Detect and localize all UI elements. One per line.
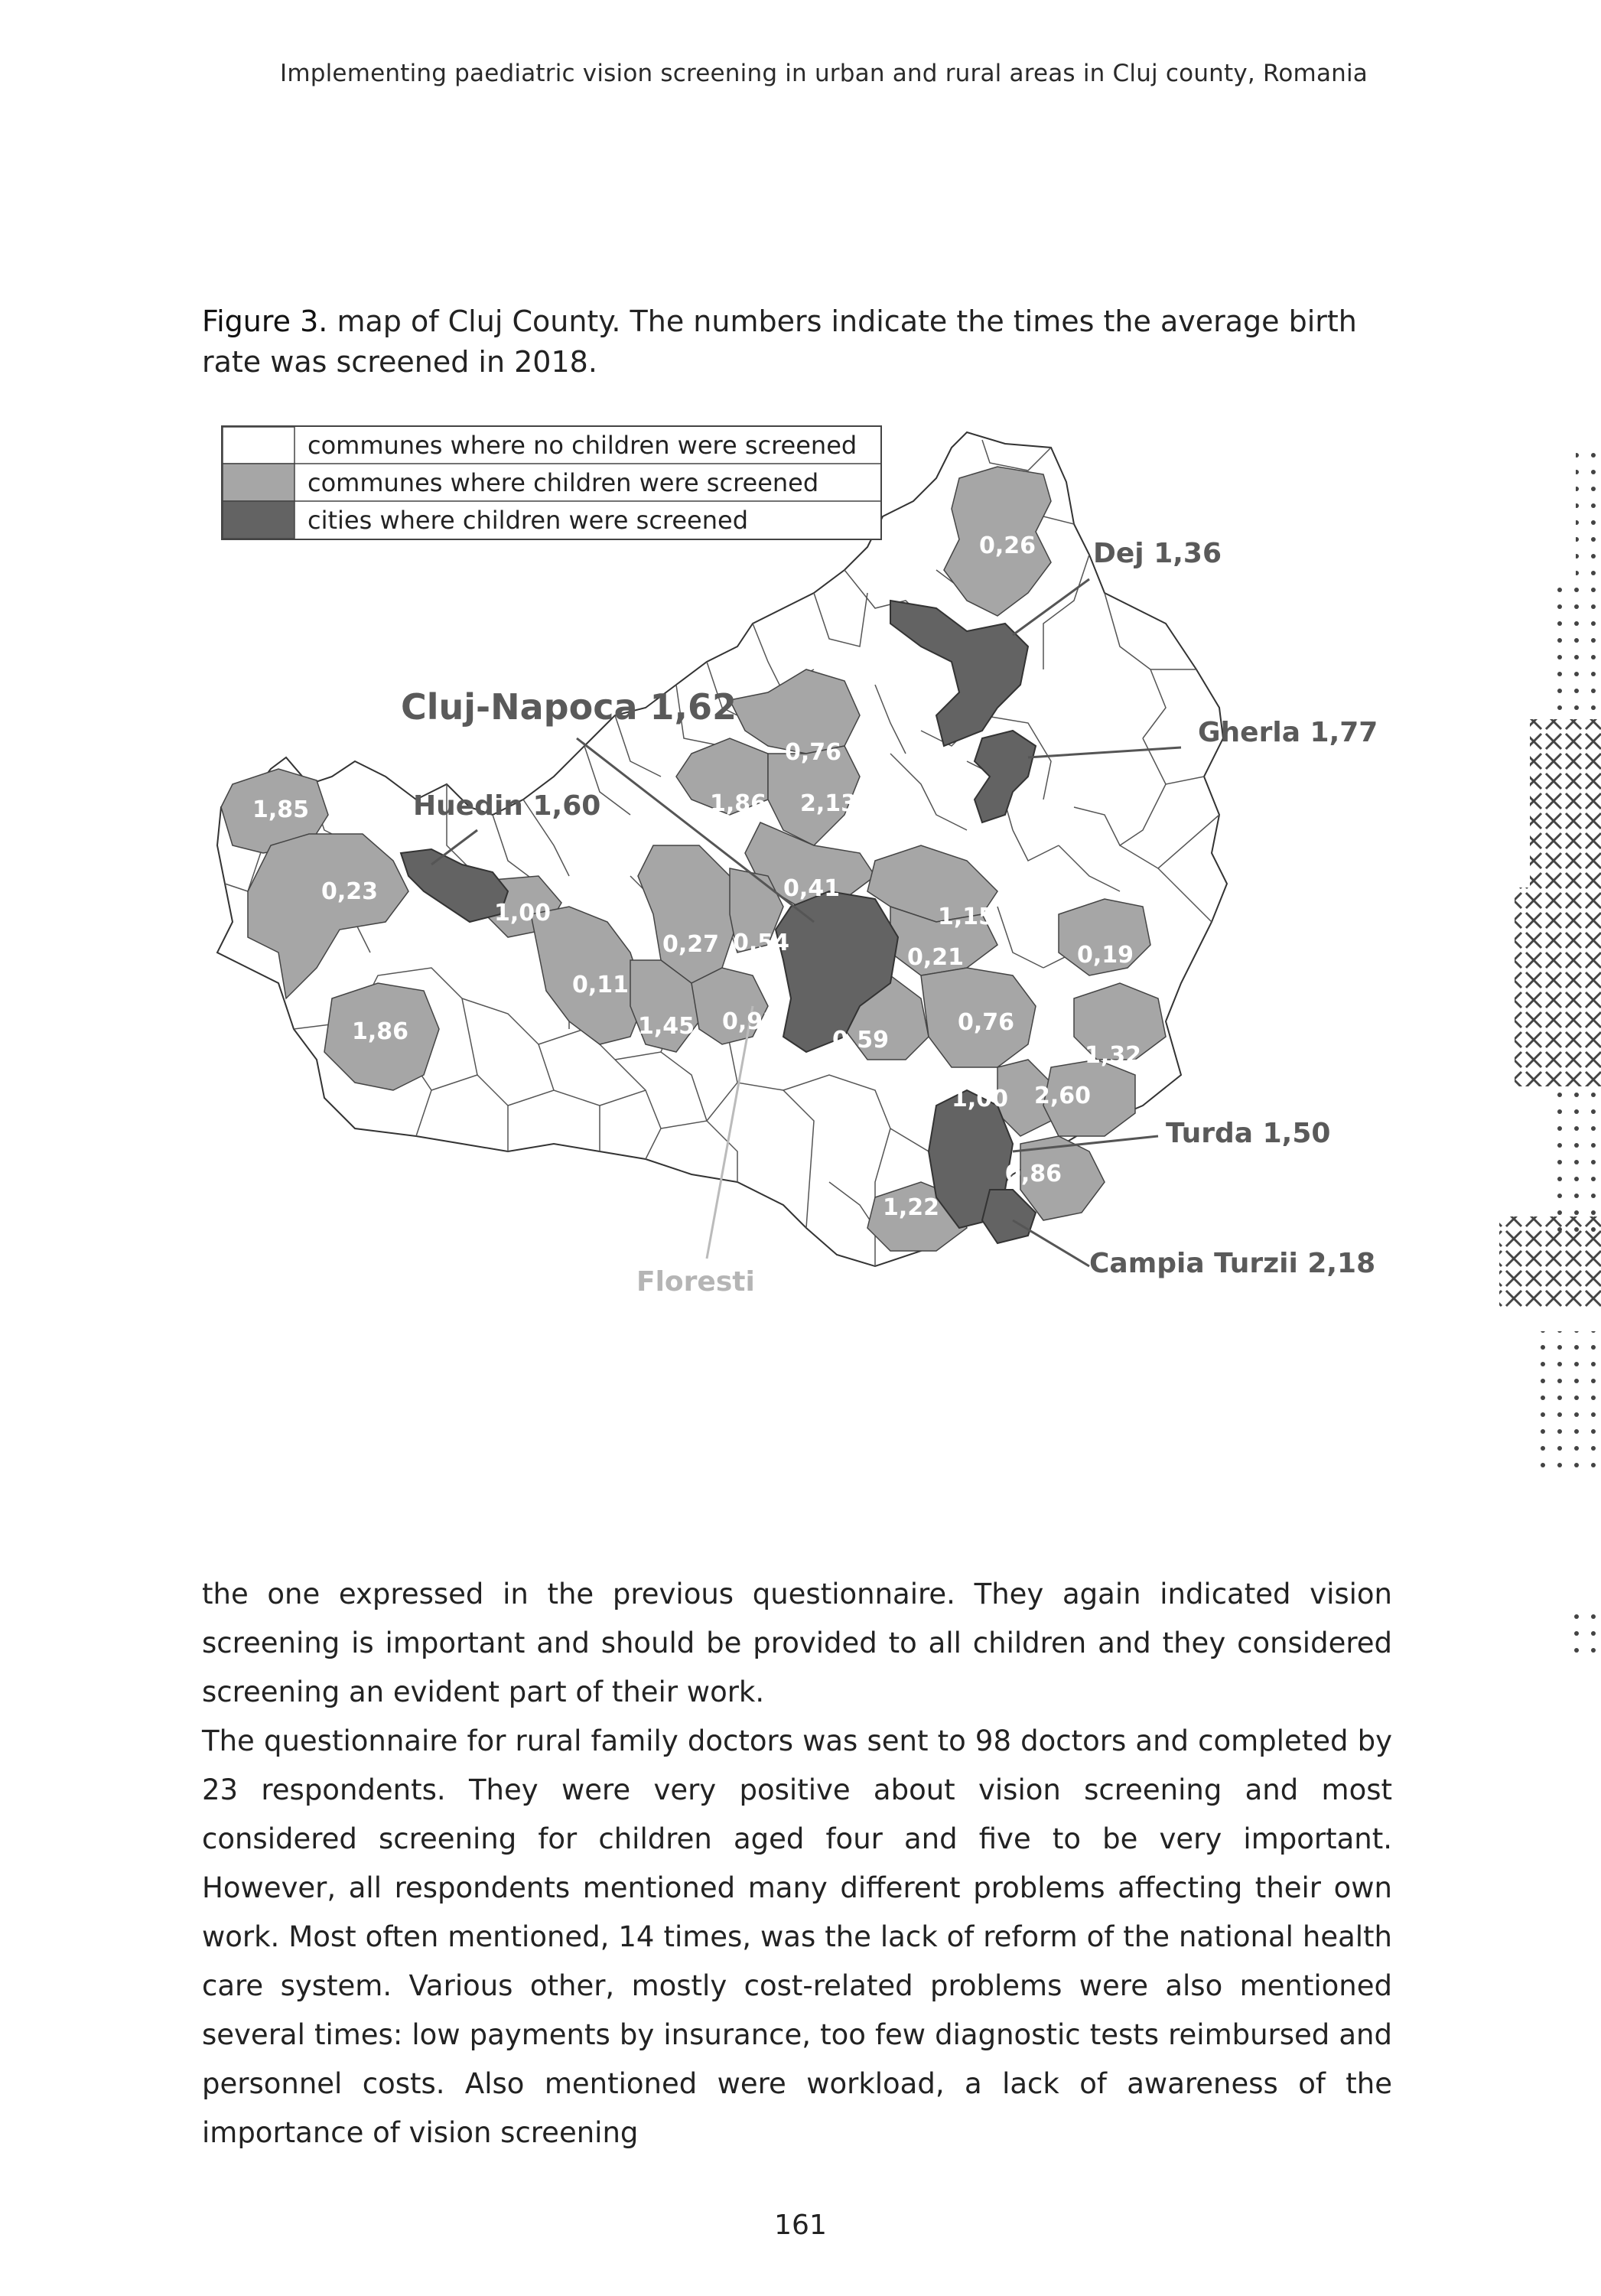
value-1-32: 1,32	[1085, 1042, 1142, 1069]
paragraph-2: The questionnaire for rural family doctors was sent to 98 doctors and completed by 23 respondents. They were very positive about vision screening and most considered screening for children aged four and five to be very important. However, all respondents mentioned many different problems affecting their own work. Most often mentioned, 14 times, was the lack of reform of the national health care system. Various other, mostly cost-related problems were also mentioned several times: low payments by insurance, too few diagnostic tests reimbursed and personnel costs. Also mentioned were workload, a lack of awareness of the importance of vision screening	[202, 1724, 1392, 2149]
value-1-85: 1,85	[252, 796, 310, 823]
label-city-huedin: Huedin 1,60	[413, 790, 601, 822]
value-0-19: 0,19	[1077, 942, 1134, 969]
page-number: 161	[774, 2210, 827, 2241]
figure-caption	[202, 301, 1392, 383]
label-city-campia-turzii: Campia Turzii 2,18	[1089, 1248, 1376, 1279]
legend-swatch-commune	[223, 464, 294, 501]
cluj-county-map	[202, 417, 1395, 1358]
value-0-76a: 0,76	[785, 739, 842, 766]
value-1-86b: 1,86	[352, 1018, 409, 1045]
running-header: Implementing paediatric vision screening in urban and rural areas in Cluj county, Romania	[280, 60, 1368, 87]
legend-label-commune: communes where children were screened	[308, 468, 819, 497]
legend-label-city: cities where children were screened	[308, 506, 749, 535]
cluj-county-map-figure	[202, 417, 1395, 1358]
value-0-86: 0,86	[1005, 1161, 1062, 1187]
map-legend	[222, 426, 881, 539]
value-0-21: 0,21	[907, 944, 965, 971]
label-city-turda: Turda 1,50	[1166, 1118, 1331, 1149]
value-1-15: 1,15	[938, 904, 995, 930]
value-1-00b: 1,00	[952, 1086, 1009, 1112]
value-0-54: 0,54	[733, 930, 790, 956]
value-1-22: 1,22	[883, 1194, 940, 1221]
value-2-13: 2,13	[800, 790, 857, 817]
label-city-gherla: Gherla 1,77	[1198, 717, 1378, 748]
value-0-59: 0,59	[832, 1027, 890, 1054]
paragraph-1: the one expressed in the previous questionnaire. They again indicated vision screening is important and should be provided to all children and they considered screening an evident part of their work.	[202, 1578, 1392, 1708]
legend-label-none: communes where no children were screened	[308, 431, 857, 460]
value-0-11: 0,11	[572, 972, 630, 998]
value-0-41: 0,41	[783, 875, 841, 902]
value-0-92: 0,92	[722, 1008, 779, 1035]
legend-swatch-city	[223, 501, 294, 539]
value-0-23: 0,23	[321, 878, 379, 905]
label-city-cluj-napoca: Cluj-Napoca 1,62	[401, 686, 737, 728]
value-0-76b: 0,76	[958, 1009, 1015, 1036]
body-text	[202, 1570, 1392, 2158]
chapter-edge-pattern	[1484, 413, 1601, 1867]
label-floresti: Floresti	[636, 1266, 755, 1298]
value-1-00a: 1,00	[494, 900, 552, 927]
value-0-27: 0,27	[662, 931, 720, 958]
legend-swatch-none	[223, 427, 294, 464]
label-city-dej: Dej 1,36	[1093, 538, 1222, 569]
value-1-86a: 1,86	[710, 790, 767, 817]
value-2-60: 2,60	[1034, 1083, 1092, 1109]
value-1-45: 1,45	[638, 1013, 695, 1040]
figure-caption-text: map of Cluj County. The numbers indicate the times the average birth rate was screened in 2018.	[202, 305, 1357, 379]
figure-label: Figure 3.	[202, 305, 328, 338]
value-0-26: 0,26	[979, 532, 1036, 559]
